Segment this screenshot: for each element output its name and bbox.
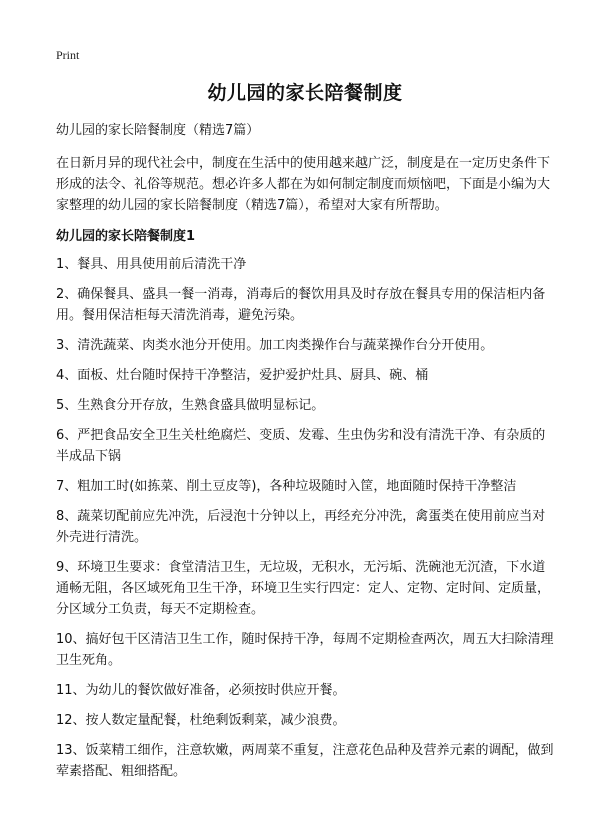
rule-item: 9、环境卫生要求：食堂清洁卫生，无垃圾，无积水，无污垢、洗碗池无沉渣，下水道通畅无阻，各区域死角卫生干净，环境卫生实行四定：定人、定物、定时间、定质量，分区域分工负责，每天不定期检查。 bbox=[56, 560, 551, 617]
rule-item: 3、清洗蔬菜、肉类水池分开使用。加工肉类操作台与蔬菜操作台分开使用。 bbox=[56, 338, 494, 353]
rule-item: 10、搞好包干区清洁卫生工作，随时保持干净，每周不定期检查两次，周五大扫除清理卫生死角。 bbox=[56, 632, 554, 668]
rule-item: 4、面板、灶台随时保持干净整洁，爱护爱护灶具、厨具、碗、桶 bbox=[56, 368, 429, 383]
rule-item: 7、粗加工时(如拣菜、削土豆皮等)，各种垃圾随时入筐，地面随时保持干净整洁 bbox=[56, 479, 517, 494]
rule-item: 2、确保餐具、盛具一餐一消毒，消毒后的餐饮用具及时存放在餐具专用的保洁柜内备用。餐用保洁柜每天清洗消毒，避免污染。 bbox=[56, 287, 546, 323]
rule-item: 13、饭菜精工细作，注意软嫩，两周菜不重复，注意花色品种及营养元素的调配，做到荤素搭配、粗细搭配。 bbox=[56, 743, 554, 779]
intro-paragraph: 在日新月异的现代社会中，制度在生活中的使用越来越广泛，制度是在一定历史条件下形成的法令、礼俗等规范。想必许多人都在为如何制定制度而烦恼吧，下面是小编为大家整理的幼儿园的家长陪餐制度（精选7篇），希望对大家有所帮助。 bbox=[56, 156, 551, 213]
document-subtitle: 幼儿园的家长陪餐制度（精选7篇） bbox=[56, 123, 260, 138]
rule-item: 11、为幼儿的餐饮做好准备，必须按时供应开餐。 bbox=[56, 683, 346, 698]
rule-item: 8、蔬菜切配前应先冲洗，后浸泡十分钟以上，再经充分冲洗，禽蛋类在使用前应当对外壳进行清洗。 bbox=[56, 509, 546, 545]
section-heading: 幼儿园的家长陪餐制度1 bbox=[56, 229, 196, 244]
rules-list bbox=[56, 254, 554, 782]
print-link[interactable]: Print bbox=[56, 48, 80, 62]
rule-item: 6、严把食品安全卫生关杜绝腐烂、变质、发霉、生虫伪劣和没有清洗干净、有杂质的半成品下锅 bbox=[56, 428, 546, 464]
page-title: 幼儿园的家长陪餐制度 bbox=[207, 82, 403, 104]
rule-item: 5、生熟食分开存放，生熟食盛具做明显标记。 bbox=[56, 398, 325, 413]
rule-item: 12、按人数定量配餐，杜绝剩饭剩菜，减少浪费。 bbox=[56, 713, 346, 728]
rule-item: 1、餐具、用具使用前后清洗干净 bbox=[56, 257, 247, 272]
